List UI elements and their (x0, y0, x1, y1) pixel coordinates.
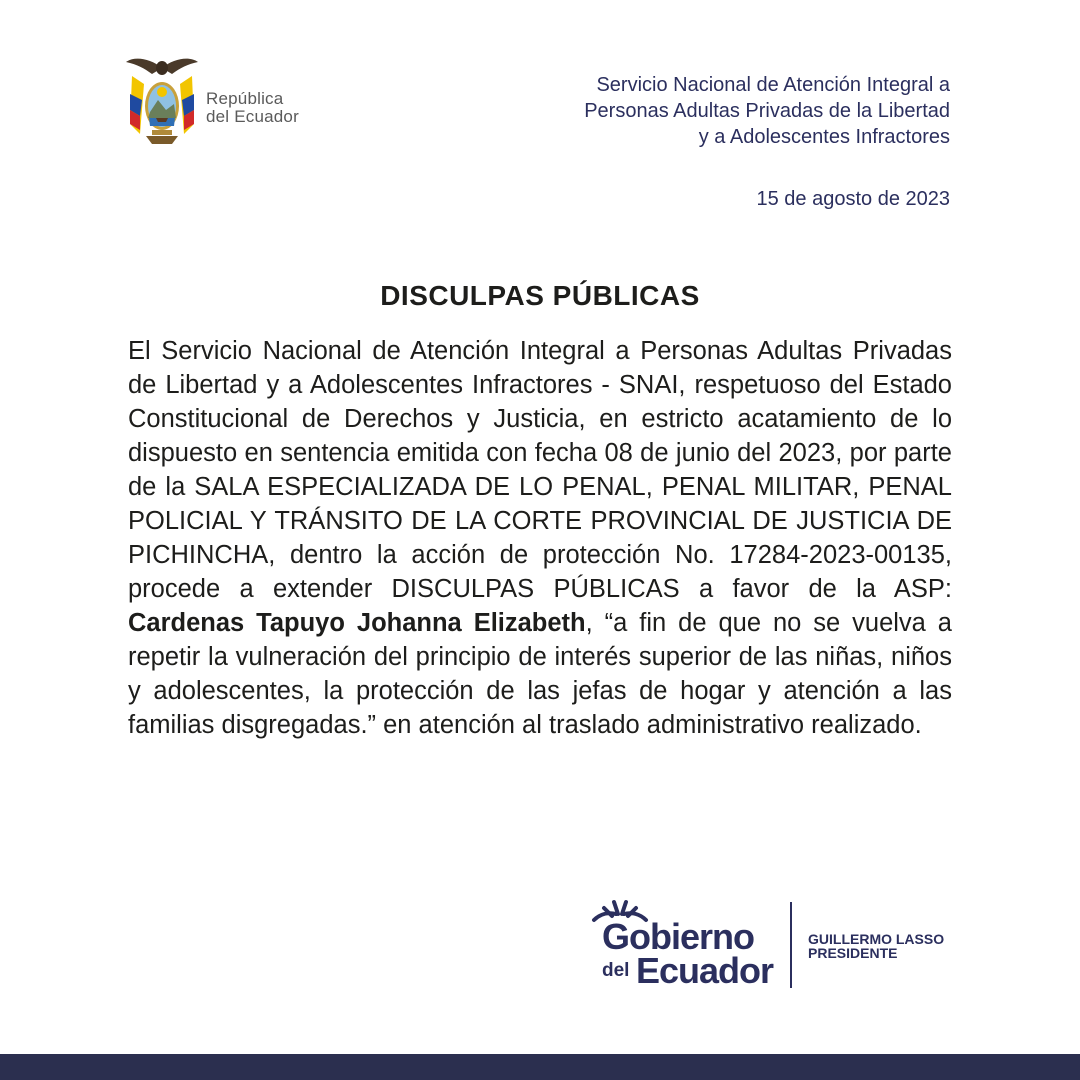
institution-line1: Servicio Nacional de Atención Integral a (596, 74, 950, 96)
gobierno-word: Gobierno (602, 916, 754, 957)
president-label (808, 932, 944, 960)
body-text-before-name: El Servicio Nacional de Atención Integral a Personas Adultas Privadas de Libertad y a Adolescentes Infractores - SNAI, respetuoso del Estado Constitucional de Derechos y Justicia, en estricto acatamiento de lo dispuesto en sentencia emitida con fecha 08 de junio del 2023, por parte de la SALA ESPECIALIZADA DE LO PENAL, PENAL MILITAR, PENAL POLICIAL Y TRÁNSITO DE LA CORTE PROVINCIAL DE JUSTICIA DE PICHINCHA, dentro la acción de protección No. 17284-2023-00135, procede a extender DISCULPAS PÚBLICAS a favor de la ASP: (128, 337, 952, 603)
institution-line3: y a Adolescentes Infractores (698, 126, 950, 148)
gobierno-logo-block (588, 896, 968, 996)
coat-of-arms-block (122, 54, 322, 150)
document-title: DISCULPAS PÚBLICAS (380, 280, 700, 311)
recipient-name: Cardenas Tapuyo Johanna Elizabeth (128, 609, 586, 637)
ecuador-word: Ecuador (636, 950, 774, 991)
document-body (128, 334, 952, 742)
republic-line1: República (206, 89, 284, 108)
institution-name (390, 72, 950, 150)
logo-divider (790, 902, 792, 988)
footer-bar (0, 1054, 1080, 1080)
president-name: GUILLERMO LASSO (808, 931, 945, 947)
ecuador-coat-of-arms-icon (122, 54, 202, 150)
del-word: del (602, 960, 630, 981)
institution-line2: Personas Adultas Privadas de la Libertad (584, 100, 950, 122)
republic-label (206, 90, 299, 126)
document-date: 15 de agosto de 2023 (756, 188, 950, 210)
president-role: PRESIDENTE (808, 945, 898, 961)
republic-line2: del Ecuador (206, 107, 299, 126)
body-text-after-name: , “a fin de que no se vuelva a repetir la vulneración del principio de interés superior de las niñas, niños y adolescentes, la protección de las jefas de hogar y atención a las familias disgregadas.” en atención al traslado administrativo realizado. (128, 609, 952, 739)
